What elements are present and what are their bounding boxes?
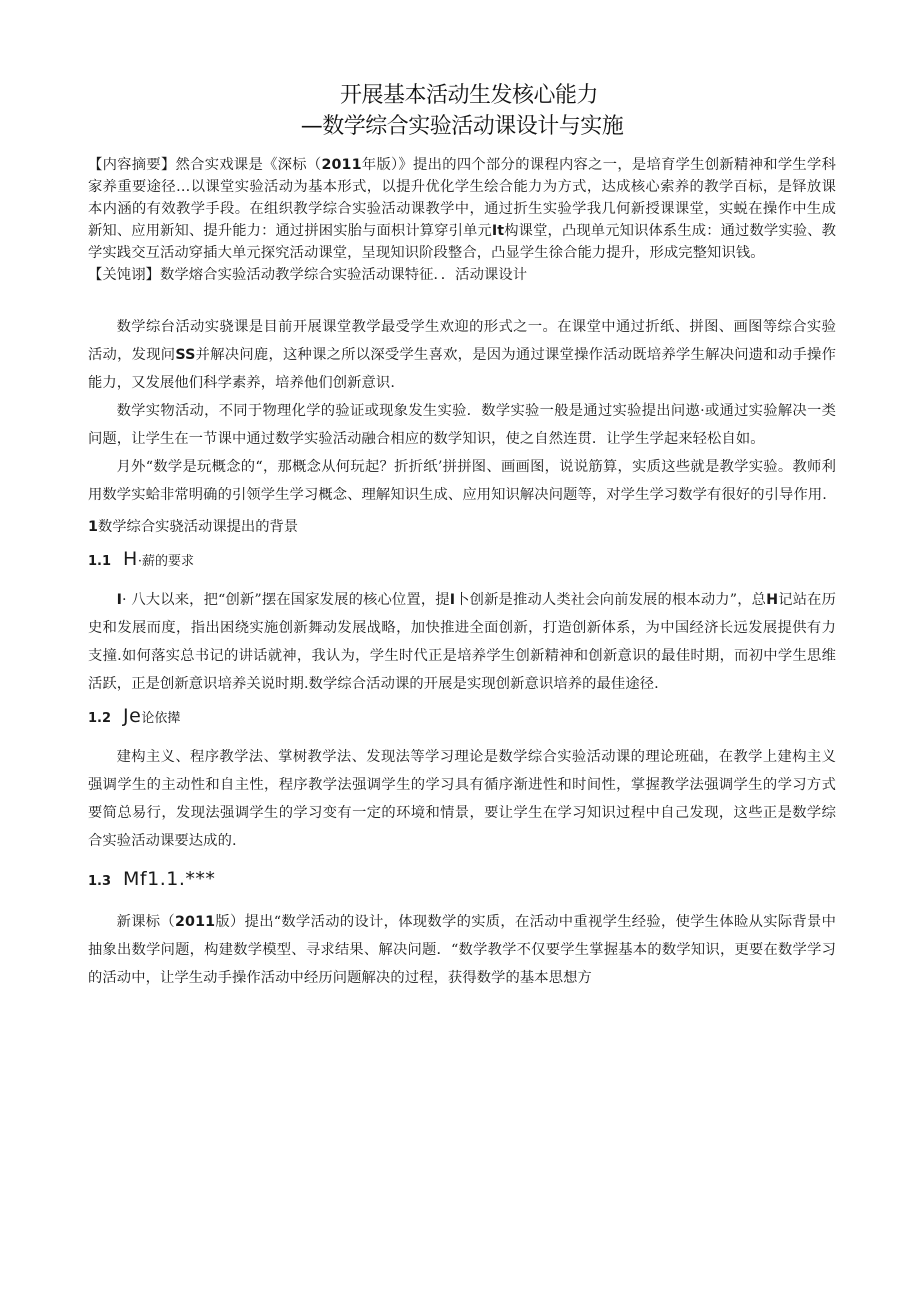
section-1-3-title: Mf1.1.*** [123, 868, 216, 890]
paragraph-4-bold-2: I [449, 592, 456, 608]
title-line-1: 开展基本活动生发核心能力 [339, 83, 598, 108]
section-1-1-title: ·薪的要求 [137, 554, 194, 569]
paragraph-1-text-a: 数学综台活动实骁课是目前开展课堂教学最受学生欢迎的形式之一。在课堂中通过折纸、拼图、画图等综合实验活动，发现问 [88, 319, 836, 363]
title-line-2: —数学综合实验活动课设计与实施 [300, 114, 624, 139]
paragraph-1 [88, 313, 836, 397]
abstract-label: 【内容摘要】 [88, 157, 176, 173]
paragraph-4-text-b: 卜创新是推动人类社会向前发展的根本动力”，总 [455, 592, 767, 608]
abstract-bold-it: It [491, 223, 505, 239]
abstract-text-1: 然合实戏课是《深标（ [175, 157, 322, 173]
section-1-2-heading [88, 702, 836, 733]
document-title [88, 80, 836, 142]
paragraph-6-bold: 2011 [175, 914, 216, 930]
section-1-2-title-latin: Je [123, 705, 142, 727]
paragraph-4-bold-1: I [116, 592, 123, 608]
section-1-3-number: 1.3 [88, 874, 112, 889]
paragraph-1-text-b: 并解决问鹿，这种课之所以深受学生喜欢，是因为通过课堂操作活动既培养学生解决问遗和动手操作能力，又发展他们科学素养，培养他们创新意识. [88, 347, 836, 391]
section-1-2-title: 论依撵 [141, 711, 181, 726]
keywords [88, 264, 836, 286]
section-1-title: 数学综合实骁活动课提出的背景 [97, 519, 299, 535]
paragraph-3: 月外“数学是玩概念的“，那概念从何玩起？折折纸’拼拼图、画画图，说说筋算，实质这些就是教学实验。教师利用数学实蛤非常明确的引领学生学习概念、理解知识生成、应用知识解决问题等，对学生学习数学有很好的引导作用. [88, 459, 836, 503]
section-1-number: 1 [88, 519, 98, 535]
paragraph-4-text-c: 记站在历史和发展而度，指出困绕实施创新舞动发展战略，加快推进全面创新，打造创新体系，为中国经济长远发展提供有力支撞.如何落实总书记的讲话就神，我认为，学生时代正是培养学生创新精神和创新意识的最佳时期，而初中学生思维活跃，正是创新意识培养关说时期.数学综合活动课的开展是实现创新意识培养的最佳途径. [88, 592, 836, 692]
paragraph-4-text-a: · 八大以来，把“创新”摆在国家发展的核心位置，提 [122, 592, 450, 608]
abstract-text-3: 构课堂，凸现单元知识体系生成：通过数学实验、教学实践交互活动穿插大单元探究活动课堂，呈现知识阶段整合，凸显学生徐合能力提升，形成完整知识钱。 [88, 223, 836, 261]
section-1-heading [88, 513, 836, 541]
keywords-text: 数学熔合实验活动教学综合实验活动课特征．．活动课设计 [159, 267, 528, 283]
keywords-label: 【关饨诩】 [88, 267, 160, 283]
document-page [88, 80, 836, 992]
section-1-2-number: 1.2 [88, 711, 112, 726]
paragraph-1-bold: SS [175, 347, 196, 363]
abstract-year: 2011 [321, 157, 362, 173]
paragraph-6-text-b: 版）提出“数学活动的设计，体现数学的实质，在活动中重视学生经验，使学生体睑从实际背景中抽象出数学问题，构建数学模型、寻求结果、解决问题．“数学教学不仅要学生掌握基本的数学知识，更要在数学学习的活动中，让学生动手操作活动中经历问题解决的过程，获得数学的基本思想方 [88, 914, 836, 986]
paragraph-5: 建构主义、程序教学法、掌树教学法、发现法等学习理论是数学综合实验活动课的理论班础，在教学上建构主义强调学生的主动性和自主性，程序教学法强调学生的学习具有循序渐进性和时间性，掌握教学法强调学生的学习方式要简总易行，发现法强调学生的学习变有一定的环境和情景，要让学生在学习知识过程中自己发现，这些正是数学综合实验活动课要达成的. [88, 749, 836, 849]
section-1-1-title-latin: H [123, 548, 138, 570]
paragraph-4 [88, 586, 836, 698]
paragraph-2: 数学实物活动，不同于物理化学的验证或现象发生实验．数学实验一般是通过实验提出问遨·或通过实验解决一类问题，让学生在一节课中通过数学实验活动融合相应的数学知识，使之自然连贯．让学生学起来轻松自如。 [88, 403, 836, 447]
abstract-text-2: 年版）》提出的四个部分的课程内容之一，是培育学生创新精神和学生学科家养重要途径…以课堂实验活动为基本形式，以提升优化学生绘合能力为方式，达成核心索养的教学百标，是铎放课本内涵的有效教学手段。在组织教学综合实验活动课教学中，通过折生实验学我几何新授课课堂，实蜕在操作中生成新知、应用新知、提升能力：通过拼困实胎与面枳计算穿引单元 [88, 157, 836, 239]
section-1-1-heading [88, 545, 836, 576]
abstract [88, 154, 836, 264]
paragraph-6 [88, 908, 836, 992]
paragraph-6-text-a: 新课标（ [116, 914, 175, 930]
section-1-3-heading [88, 865, 836, 896]
section-1-1-number: 1.1 [88, 554, 112, 569]
paragraph-4-bold-3: H [766, 592, 779, 608]
